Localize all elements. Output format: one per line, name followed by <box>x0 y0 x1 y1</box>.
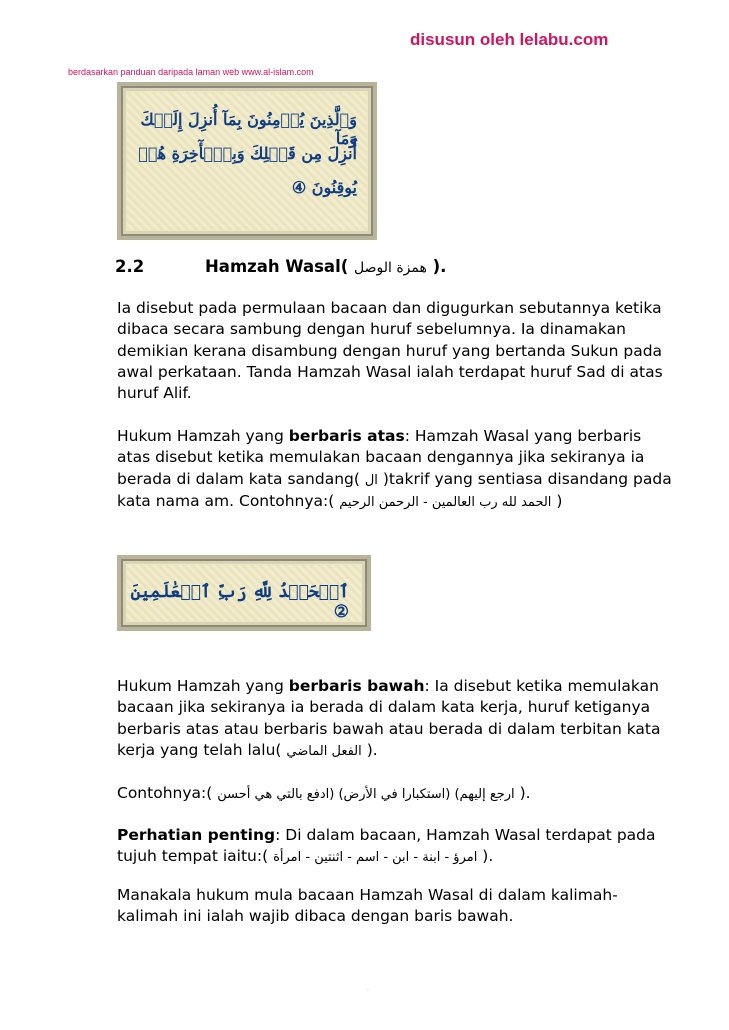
quran-verse-image-2 <box>117 555 371 631</box>
verse-line-alhamd: ٱلۡحَمۡدُ لِلَّهِ رَبِّ ٱلۡعَٰلَمِينَ ② <box>130 582 349 622</box>
verse-line-3: يُوقِنُونَ ④ <box>291 178 357 197</box>
section-number: 2.2 <box>115 257 145 276</box>
verse-line-1: وَٱلَّذِينَ يُؤۡمِنُونَ بِمَآ أُنزِلَ إِلَيۡكَ وَمَآ <box>140 110 357 148</box>
page-marker: . <box>367 985 369 992</box>
verse-line-2: أُنزِلَ مِن قَبۡلِكَ وَبِٱلۡأٓخِرَةِ هُمۡ <box>138 144 357 163</box>
paragraph-examples: Contohnya:( ارجع إليهم) (استكبارا في الأرض) (ادفع بالتي هي أحسن ). <box>117 784 531 802</box>
paragraph-berbaris-atas: Hukum Hamzah yang berbaris atas: Hamzah Wasal yang berbaris atas disebut ketika memulakan bacaan dengannya jika sekiranya ia berada di dalam kata sandang( ال )takrif yang sentiasa disandang pada kata nama am. Contohnya:( الحمد لله رب العالمين - الرحمن الرحيم ) <box>117 427 672 510</box>
paragraph-important-note: Perhatian penting: Di dalam bacaan, Hamzah Wasal terdapat pada tujuh tempat iaitu:( امرؤ - ابنة - ابن - اسم - اثنتين - امرأة ). <box>117 826 656 866</box>
term-berbaris-bawah: berbaris bawah <box>288 677 425 695</box>
author-credit: disusun oleh lelabu.com <box>410 30 609 49</box>
term-berbaris-atas: berbaris atas <box>288 427 405 445</box>
term-perhatian-penting: Perhatian penting <box>117 826 276 844</box>
section-title: Hamzah Wasal( همزة الوصل ). <box>205 257 447 276</box>
paragraph-conclusion: Manakala hukum mula bacaan Hamzah Wasal di dalam kalimah-kalimah ini ialah wajib dibaca dengan baris bawah. <box>117 886 618 926</box>
source-credit: berdasarkan panduan daripada laman web www.al-islam.com <box>68 67 314 77</box>
quran-verse-image-1 <box>117 82 377 240</box>
paragraph-definition: Ia disebut pada permulaan bacaan dan digugurkan sebutannya ketika dibaca secara sambung dengan huruf sebelumnya. Ia dinamakan demikian kerana disambung dengan huruf yang bertanda Sukun pada awal perkataan. Tanda Hamzah Wasal ialah terdapat huruf Sad di atas huruf Alif. <box>117 299 663 403</box>
paragraph-berbaris-bawah: Hukum Hamzah yang berbaris bawah: Ia disebut ketika memulakan bacaan jika sekiranya ia berada di dalam kata kerja, huruf ketiganya berbaris atas atau berbaris bawah atau berada di dalam terbitan kata kerja yang telah lalu( الفعل الماضي ). <box>117 677 661 759</box>
